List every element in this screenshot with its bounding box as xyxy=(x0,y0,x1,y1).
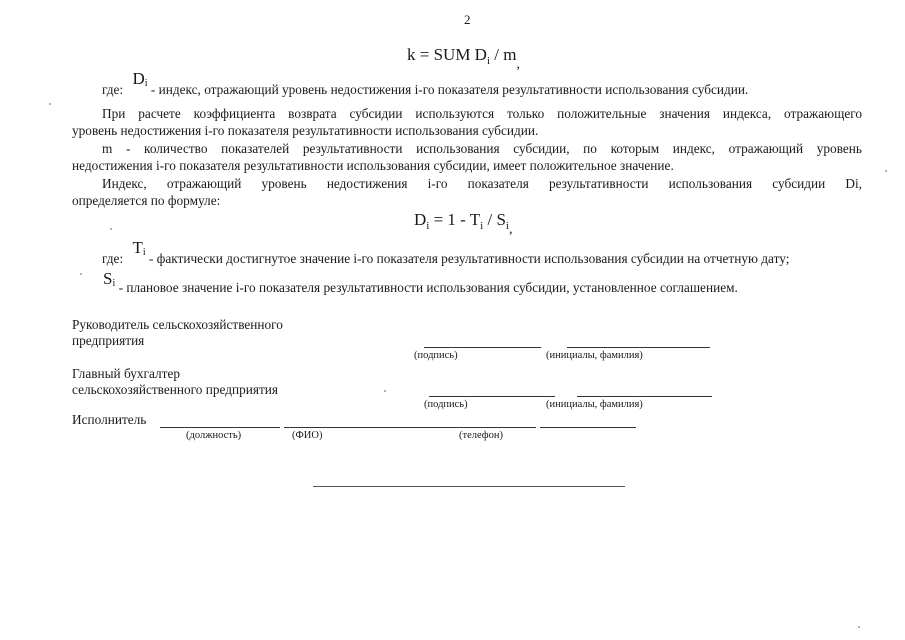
symbol-t: T xyxy=(132,238,143,257)
gde-label: где: xyxy=(102,82,124,97)
symbol-d: D xyxy=(132,69,145,88)
executor-fio-caption: (ФИО) xyxy=(292,430,323,441)
executor-position-line xyxy=(160,427,280,428)
definition-d xyxy=(102,69,749,97)
head-title-line1: Руководитель сельскохозяйственного xyxy=(72,317,283,332)
accountant-name-line xyxy=(577,396,712,397)
scan-speck xyxy=(858,626,860,628)
scan-speck xyxy=(384,390,386,392)
definition-s xyxy=(103,269,738,295)
head-signature-line xyxy=(424,347,541,348)
scan-speck xyxy=(885,170,887,172)
formula-k xyxy=(407,45,520,72)
para1-line2: уровень недостижения i-го показателя результативности использования субсидии. xyxy=(72,123,539,138)
scan-speck xyxy=(49,103,51,105)
formula-k-comma: , xyxy=(516,57,520,72)
accountant-signature-line xyxy=(429,396,555,397)
executor-position-caption: (должность) xyxy=(186,430,242,441)
head-initials-caption: (инициалы, фамилия) xyxy=(546,350,643,361)
para3-line2: определяется по формуле: xyxy=(72,193,221,208)
head-title-line2: предприятия xyxy=(72,333,145,348)
formula-d-t-sub: i xyxy=(480,220,484,232)
executor-fio-line xyxy=(284,427,536,428)
para3-line1: Индекс, отражающий уровень недостижения i-го показателя результативности использования субсидии Di, xyxy=(102,176,862,191)
formula-d xyxy=(414,210,513,237)
symbol-d-sub: i xyxy=(144,78,148,89)
executor-phone-caption: (телефон) xyxy=(459,430,503,441)
accountant-podpis-caption: (подпись) xyxy=(424,399,468,410)
accountant-title-line1: Главный бухгалтер xyxy=(72,366,181,381)
gde-label-t: где: xyxy=(102,251,124,266)
formula-d-comma: , xyxy=(508,222,513,237)
formula-d-mid: = 1 - T xyxy=(429,210,481,229)
executor-phone-line xyxy=(540,427,636,428)
accountant-title-line2: сельскохозяйственного предприятия xyxy=(72,382,279,397)
formula-d-d-sub: i xyxy=(426,220,430,232)
executor-label: Исполнитель xyxy=(72,412,147,427)
head-podpis-caption: (подпись) xyxy=(414,350,458,361)
definition-t xyxy=(102,238,790,266)
para1-line1: При расчете коэффициента возврата субсидии используются только положительные значения индекса, отражающего xyxy=(102,106,862,121)
symbol-s-sub: i xyxy=(112,278,116,289)
scan-speck xyxy=(80,273,82,275)
formula-k-text: k = SUM D xyxy=(407,45,487,64)
head-name-line xyxy=(567,347,710,348)
definition-s-text: - плановое значение i-го показателя результативности использования субсидии, установленное соглашением. xyxy=(115,280,738,295)
formula-d-d: D xyxy=(414,210,427,229)
formula-k-tail: / m xyxy=(490,45,517,64)
symbol-s: S xyxy=(103,269,113,288)
bottom-separator xyxy=(313,486,625,487)
formula-k-sub: i xyxy=(486,55,491,67)
para2-line1: m - количество показателей результативности использования субсидии, по которым индекс, отражающий уровень xyxy=(102,141,862,156)
definition-t-text: - фактически достигнутое значение i-го показателя результативности использования субсидии на отчетную дату; xyxy=(145,251,790,266)
para2-line2: недостижения i-го показателя результативности использования субсидии, имеет положительное значение. xyxy=(72,158,674,173)
formula-d-s-sub: i xyxy=(505,220,509,232)
accountant-initials-caption: (инициалы, фамилия) xyxy=(546,399,643,410)
definition-d-text: - индекс, отражающий уровень недостижения i-го показателя результативности использования субсидии. xyxy=(147,82,749,97)
scan-speck xyxy=(110,228,112,230)
symbol-t-sub: i xyxy=(142,247,146,258)
formula-d-mid2: / S xyxy=(483,210,506,229)
page-number: 2 xyxy=(464,12,471,27)
